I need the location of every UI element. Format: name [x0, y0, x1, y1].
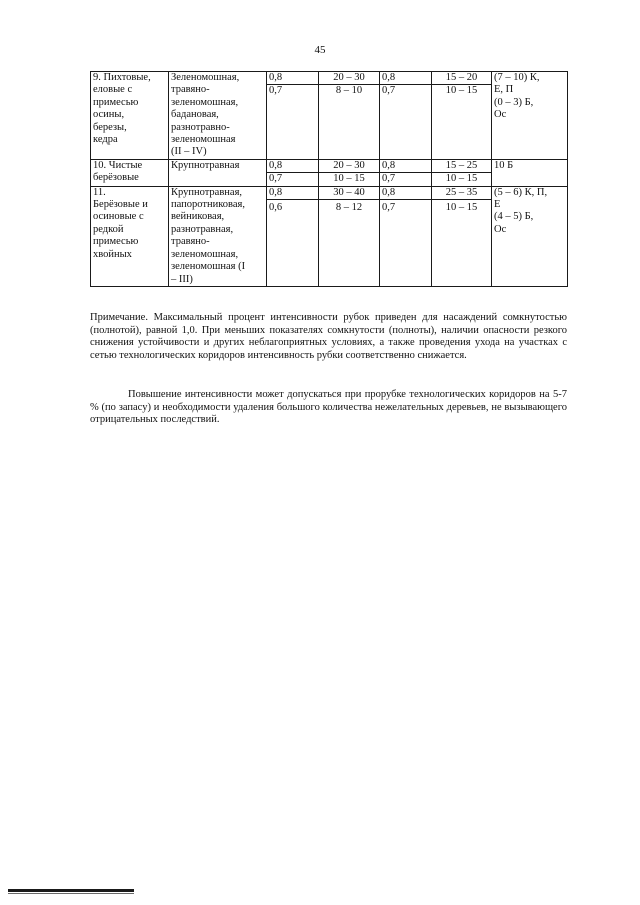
intensity-cell [319, 72, 380, 160]
cell-line: березы, [93, 121, 127, 133]
density-cell [380, 186, 432, 286]
intensity-cell [432, 159, 492, 186]
cell-line: Крупнотравная, [171, 186, 243, 198]
forest-type-cell [169, 186, 267, 286]
cell-line: еловые с [93, 84, 133, 96]
species-cell [91, 186, 169, 286]
cell-line: Е, П [494, 84, 514, 96]
cell-line: 0,6 [269, 202, 283, 214]
cell-line: 10. Чистые [93, 159, 143, 171]
cell-line: хвойных [93, 248, 132, 260]
composition-cell [492, 159, 568, 186]
cell-line: 10 Б [494, 159, 514, 171]
cell-line: кедра [93, 134, 118, 146]
forest-thinning-table [90, 71, 568, 287]
intensity-cell [432, 72, 492, 160]
cell-line: 0,8 [267, 187, 318, 200]
cell-line: Зеленомошная, [171, 72, 240, 83]
cell-line: примесью [93, 236, 139, 248]
note-paragraph: Примечание. Максимальный процент интенсивности рубок приведен для насаждений сомкнутостью (полнотой), равной 1,0. При меньших показателях сомкнутости (полноты), наличии опасности резкого снижения устойчивости и других неблагоприятных условиях, а также проведения ухода на участках с сетью технологических коридоров интенсивность рубки соответственно снижается. [90, 312, 567, 361]
cell-line: зеленомошная [171, 134, 236, 146]
species-cell [91, 159, 169, 186]
cell-line: 0,8 [380, 72, 431, 85]
cell-line: (4 – 5) Б, [494, 211, 534, 223]
cell-line: 0,7 [269, 173, 283, 185]
cell-line: 20 – 30 [319, 160, 379, 173]
cell-line: 10 – 15 [445, 202, 478, 214]
cell-line: Берёзовые и [93, 199, 148, 211]
cell-line: зеленомошная, [171, 248, 239, 260]
cell-line: разнотравно- [171, 121, 230, 133]
cell-line: (7 – 10) К, [494, 72, 540, 83]
cell-line: разнотравная, [171, 223, 234, 235]
cell-line: Ос [494, 223, 507, 235]
cell-line: 30 – 40 [319, 187, 379, 200]
cell-line: 0,8 [267, 160, 318, 173]
density-cell [267, 72, 319, 160]
cell-line: осиновые с [93, 211, 144, 223]
cell-line: осины, [93, 109, 125, 121]
cell-line: берёзовые [93, 172, 139, 184]
cell-line: 0,7 [269, 85, 283, 97]
cell-line: Ос [494, 109, 507, 121]
intensity-cell [319, 186, 380, 286]
composition-cell [492, 72, 568, 160]
cell-line: 0,7 [382, 202, 396, 214]
density-cell [380, 72, 432, 160]
density-cell [267, 186, 319, 286]
cell-line: травяно- [171, 84, 210, 96]
intensity-cell [432, 186, 492, 286]
cell-line: 0,8 [267, 72, 318, 85]
cell-line: Крупнотравная [171, 159, 240, 171]
cell-line: примесью [93, 96, 139, 108]
composition-cell [492, 186, 568, 286]
cell-line: (0 – 3) Б, [494, 96, 534, 108]
cell-line: травяно- [171, 236, 210, 248]
forest-type-cell [169, 159, 267, 186]
species-cell [91, 72, 169, 160]
footer-rule [8, 889, 134, 892]
cell-line: 10 – 15 [445, 85, 478, 97]
cell-line: 11. [93, 186, 106, 198]
page-number: 45 [314, 44, 326, 56]
cell-line: 0,8 [380, 160, 431, 173]
note-paragraph-second: Повышение интенсивности может допускаться при прорубке технологических коридоров на 5-7 % (по запасу) и необходимости удаления большого количества нежелательных деревьев, не вызывающего отрицательных последствий. [90, 389, 567, 426]
cell-line: 10 – 15 [333, 173, 365, 185]
table-row [91, 72, 568, 160]
cell-line: 0,8 [380, 187, 431, 200]
cell-line: редкой [93, 223, 124, 235]
cell-line: 15 – 20 [432, 72, 491, 85]
cell-line: зеленомошная, [171, 96, 239, 108]
cell-line: вейниковая, [171, 211, 225, 223]
cell-line: 8 – 10 [335, 85, 363, 97]
cell-line: бадановая, [171, 109, 219, 121]
intensity-cell [319, 159, 380, 186]
cell-line: – III) [171, 273, 193, 285]
table-row [91, 186, 568, 286]
cell-line: 25 – 35 [432, 187, 491, 200]
table-row [91, 159, 568, 186]
density-cell [380, 159, 432, 186]
cell-line: 20 – 30 [319, 72, 379, 85]
cell-line: 15 – 25 [432, 160, 491, 173]
cell-line: (II – IV) [171, 146, 207, 158]
forest-type-cell [169, 72, 267, 160]
cell-line: зеленомошная (I [171, 261, 246, 273]
cell-line: 0,7 [382, 173, 396, 185]
cell-line: 9. Пихтовые, [93, 72, 151, 83]
cell-line: папоротниковая, [171, 199, 245, 211]
density-cell [267, 159, 319, 186]
cell-line: Е [494, 199, 501, 211]
cell-line: 0,7 [382, 85, 396, 97]
cell-line: 10 – 15 [445, 173, 478, 185]
cell-line: 8 – 12 [335, 202, 363, 214]
cell-line: (5 – 6) К, П, [494, 186, 548, 198]
